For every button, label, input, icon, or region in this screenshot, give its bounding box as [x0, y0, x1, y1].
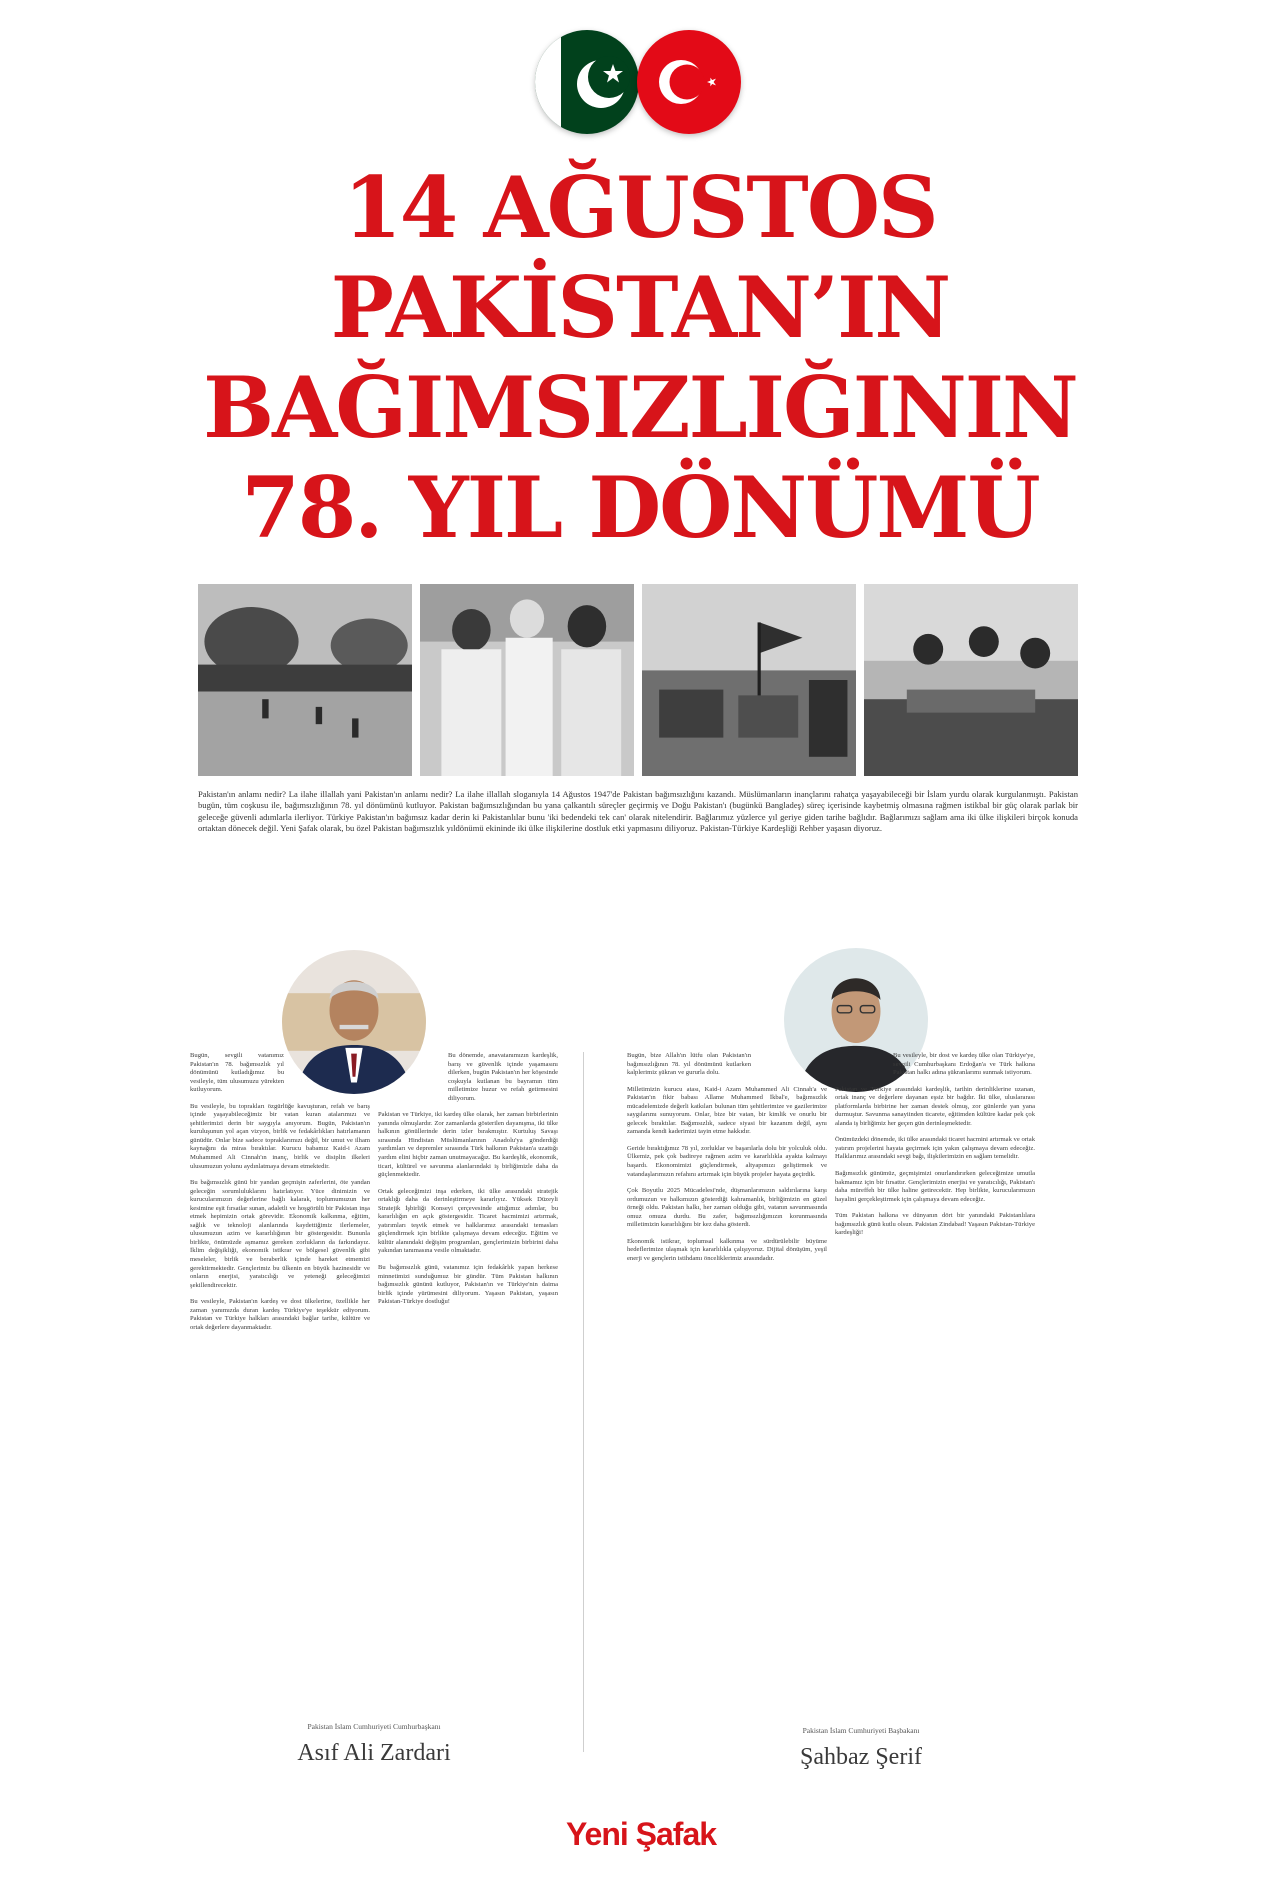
zardari-col2-paragraph-4: Bu bağımsızlık günü, vatanımız için fedakârlık yapan herkese minnetimizi sunduğumuz bir gündür. Tüm Pakistan halkının bağımsızlık gününü kutluyor, Pakistan'ın ve Türkiye'nin daima birlik içinde yürümesini diliyorum. Yaşasın Pakistan, yaşasın Pakistan-Türkiye dostluğu!: [378, 1264, 558, 1306]
turkey-flag-icon: [637, 30, 741, 134]
sharif-col2-paragraph-5: Tüm Pakistan halkına ve dünyanın dört bir yanındaki Pakistanlılara bağımsızlık günü kutlu olsun. Pakistan Zindabad! Yaşasın Pakistan-Türkiye kardeşliği!: [835, 1212, 1035, 1237]
sharif-signature-name: Şahbaz Şerif: [800, 1744, 922, 1770]
sharif-column-2: [835, 1052, 1035, 1696]
historical-photo-parade: [642, 584, 856, 776]
historical-photo-ceremony: [864, 584, 1078, 776]
zardari-col1-paragraph-3: Bu bağımsızlık günü bir yandan geçmişin zaferlerini, öte yandan geleceğin sorumluluklarını hatırlatıyor. Yüce dinimizin ve kurucularımızın değerlerine bağlı kalarak, toplumumuzun her kesimine eşit fırsatlar sunan, adaletli ve hoşgörülü bir Pakistan inşa etmek hepimizin ortak görevidir. Ekonomik kalkınma, eğitim, sağlık ve teknoloji alanlarında kaydettiğimiz ilerlemeler, ulusumuzun azim ve kararlılığının bir göstergesidir. Bununla birlikte, önümüzde aşmamız gereken zorlukların da farkındayız. İklim değişikliği, ekonomik istikrar ve bölgesel güvenlik gibi meseleler, birlik ve beraberlik içinde hareket etmemizi gerektirmektedir. Gençlerimiz bu ülkenin en büyük hazinesidir ve onların enerjisi, yaratıcılığı ve yeteneği geleceğimizi şekillendirecektir.: [190, 1179, 370, 1289]
zardari-col1-paragraph-1: Bugün, sevgili vatanımız Pakistan'ın 78. bağımsızlık yıl dönümünü kutladığımız bu vesileyle, tüm ulusumuzu yürekten kutluyorum.: [190, 1052, 284, 1094]
column-divider: [583, 1052, 584, 1752]
zardari-column-1: [190, 1052, 370, 1696]
headline-line-4: 78. YIL DÖNÜMÜ: [241, 458, 1039, 557]
sharif-col2-paragraph-2: Pakistan ve Türkiye arasındaki kardeşlik, tarihin derinliklerine uzanan, ortak inanç ve değerlere dayanan eşsiz bir bağdır. İki ülke, uluslararası platformlarda birbirine her zaman destek olmuş, zor günlerde yan yana durmuştur. Savunma sanayiinden ticarete, eğitimden kültüre kadar pek çok alanda iş birliğimiz her geçen gün derinleşmektedir.: [835, 1085, 1035, 1127]
intro-paragraph: Pakistan'ın anlamı nedir? La ilahe illallah yani Pakistan'ın anlamı nedir? La ilahe illallah sloganıyla 14 Ağustos 1947'de Pakistan bağımsızlığını kazandı. Müslümanların inançlarını rahatça yaşayabileceği bir İslam yurdu olarak kurgulanmıştı. Pakistan bugün, tüm coşkusu ile, bağımsızlığının 78. yıl dönümünü kutluyor. Pakistan bağımsızlığından bu yana çalkantılı süreçler geçirmiş ve Doğu Pakistan'ı (bugünkü Bangladeş) süreç içerisinde kaybetmiş olmasına rağmen istikbal bir güç olarak parlak bir geleceğe güvenli adımlarla ilerliyor. Türkiye Pakistan'ın bağımsız kadar derin ki Pakistanlılar bunu 'iki bedendeki tek can' olarak nitelendirir. Bağlarımız yüzlerce yıl geriye giden tarihe bağlıdır. Bağlarımızı sağlam ama iki ülke ilişkileri birçok konuda ortaktan dönecek değil. Yeni Şafak olarak, bu özel Pakistan bağımsızlık yıldönümü ekininde iki ülke ilişkilerine dostluk etki yapmasını diliyoruz. Pakistan-Türkiye Kardeşliği Rehber yaşasın diyoruz.: [198, 789, 1078, 833]
pakistan-flag-icon: [535, 30, 639, 134]
sharif-col2-paragraph-1: Bu vesileyle, bir dost ve kardeş ülke olan Türkiye'ye, sevgili Cumhurbaşkanı Erdoğan'a ve Türk halkına Pakistan halkı adına şükranlarımı sunmak istiyorum.: [893, 1052, 1035, 1077]
zardari-col1-paragraph-2: Bu vesileyle, bu toprakları özgürlüğe kavuşturan, refah ve barış içinde yaşayabileceğimiz bir vatan kuran atalarımızı ve şehitlerimizi derin bir saygıyla anıyorum. Bugün, Pakistan'ın kuruluşunun yol açan vizyon, birlik ve fedakârlıkları hatırlamanın günüdür. Onlar bize sadece topraklarımızı değil, bir umut ve ilham kaynağını da miras bıraktılar. Kurucu babamız Kaid-i Azam Muhammed Ali Cinnah'ın inanç, birlik ve disiplin ilkeleri ulusumuzun yolunu aydınlatmaya devam etmektedir.: [190, 1102, 370, 1170]
sharif-title-caption: Pakistan İslam Cumhuriyeti Başbakanı: [802, 1726, 920, 1735]
flags-group: [527, 30, 749, 134]
sharif-col1-paragraph-1: Bugün, bize Allah'ın lütfu olan Pakistan'ın bağımsızlığının 78. yıl dönümünü kutlarken kalplerimiz şükran ve gururla dolu.: [627, 1052, 751, 1077]
zardari-col2-paragraph-3: Ortak geleceğimizi inşa ederken, iki ülke arasındaki stratejik ortaklığı daha da derinleştirmeye kararlıyız. Yüksek Düzeyli Stratejik İşbirliği Konseyi çerçevesinde attığımız adımlar, bu kararlılığın en açık göstergesidir. Ticaret hacmimizi artırmak, yatırımları teşvik etmek ve halklarımız arasındaki temasları güçlendirmek için birlikte çalışmaya devam edeceğiz. Eğitim ve kültür alanındaki değişim programları, gençlerimizin birbirini daha yakından tanımasına vesile olmaktadır.: [378, 1187, 558, 1255]
headline: [140, 158, 1140, 558]
historical-photo-strip: [198, 584, 1078, 776]
headline-line-3: BAĞIMSIZLIĞININ: [203, 358, 1077, 457]
sharif-column-1: [627, 1052, 827, 1696]
sharif-col1-paragraph-5: Ekonomik istikrar, toplumsal kalkınma ve sürdürülebilir büyüme hedeflerimize ulaşmak için kararlılıkla çalışıyoruz. Dijital dönüşüm, yeşil enerji ve gençlerin istihdamı önceliklerimiz arasındadır.: [627, 1237, 827, 1262]
historical-photo-crowd-field: [198, 584, 412, 776]
zardari-title-caption: Pakistan İslam Cumhuriyeti Cumhurbaşkanı: [307, 1722, 441, 1731]
zardari-signature-name: Asıf Ali Zardari: [297, 1740, 451, 1766]
headline-line-2: PAKİSTAN’IN: [330, 258, 950, 357]
zardari-col2-paragraph-2: Pakistan ve Türkiye, iki kardeş ülke olarak, her zaman birbirlerinin yanında olmuşlardır. Zor zamanlarda gösterilen dayanışma, iki ülke halkının gönüllerinde derin izler bırakmıştır. Kurtuluş Savaşı sırasında Hindistan Müslümanlarının Anadolu'ya gönderdiği yardımları ve depremler sırasında Türk halkının Pakistan'a uzattığı yardım elini hiçbir zaman unutmayacağız. Bu kardeşlik, ekonomik, ticari, kültürel ve savunma alanlarındaki iş birliğimizle daha da güçlenmektedir.: [378, 1111, 558, 1179]
zardari-column-2: [378, 1052, 558, 1696]
sharif-col1-paragraph-3: Geride bıraktığımız 78 yıl, zorluklar ve başarılarla dolu bir yolculuk oldu. Ülkemiz, pek çok badireye rağmen azim ve kararlılıkla ayakta kalmayı başardı. Ekonomimizi güçlendirmek, altyapımızı geliştirmek ve vatandaşlarımızın refahını artırmak için büyük projeler hayata geçirdik.: [627, 1144, 827, 1178]
historical-photo-leaders: [420, 584, 634, 776]
sharif-col2-paragraph-4: Bağımsızlık günümüz, geçmişimizi onurlandırırken geleceğimize umutla bakmamız için bir fırsattır. Gençlerimizin enerjisi ve yaratıcılığı, Pakistan'ı daha müreffeh bir ülke haline getirecektir. Hep birlikte, kurucularımızın hayalini gerçekleştirmek için çalışmaya devam edeceğiz.: [835, 1170, 1035, 1203]
sharif-col2-paragraph-3: Önümüzdeki dönemde, iki ülke arasındaki ticaret hacmini artırmak ve ortak yatırım projelerini hayata geçirmek için yakın çalışmaya devam edeceğiz. Halklarımız arasındaki sevgi bağı, ilişkilerimizin en sağlam temelidir.: [835, 1136, 1035, 1161]
zardari-col2-paragraph-1: Bu dönemde, anavatanımızın kardeşlik, barış ve güvenlik içinde yaşamasını dilerken, bugün Pakistan'ın her köşesinde coşkuyla kutlanan bu bayramın tüm milletimize huzur ve refah getirmesini diliyorum.: [448, 1052, 558, 1102]
sharif-col1-paragraph-2: Milletimizin kurucu atası, Kaid-i Azam Muhammed Ali Cinnah'a ve Pakistan'ın fikir babası Allame Muhammed İkbal'e, bağımsızlık mücadelemizde değerli katkıları bulunan tüm şehitlerimize ve gazilerimize saygılarımı sunuyorum. Onlar, bize bir vatan, bir kimlik ve onurlu bir gelecek bıraktılar. Bağımsızlık, sadece siyasi bir kazanım değil, aynı zamanda kendi kaderimizi tayin etme hakkıdır.: [627, 1085, 827, 1136]
zardari-col1-paragraph-4: Bu vesileyle, Pakistan'ın kardeş ve dost ülkelerine, özellikle her zaman yanımızda duran kardeş Türkiye'ye teşekkür ediyorum. Pakistan ve Türkiye halkları arasındaki bağlar tarihe, kültüre ve ortak değerlere dayanmaktadır.: [190, 1298, 370, 1331]
sharif-col1-paragraph-4: Çok Boyutlu 2025 Mücadelesi'nde, düşmanlarımızın saldırılarına karşı ordumuzun ve halkımızın gösterdiği kahramanlık, birliğimizin en güzel örneği oldu. Pakistan halkı, her zaman olduğu gibi, vatanın savunmasında omuz omuza durdu. Bu zafer, bağımsızlığımızın korunmasında milletimizin kararlılığını bir kez daha gösterdi.: [627, 1187, 827, 1229]
headline-line-1: 14 AĞUSTOS: [343, 158, 937, 257]
yeni-safak-logo: Yeni Şafak: [565, 1816, 717, 1852]
